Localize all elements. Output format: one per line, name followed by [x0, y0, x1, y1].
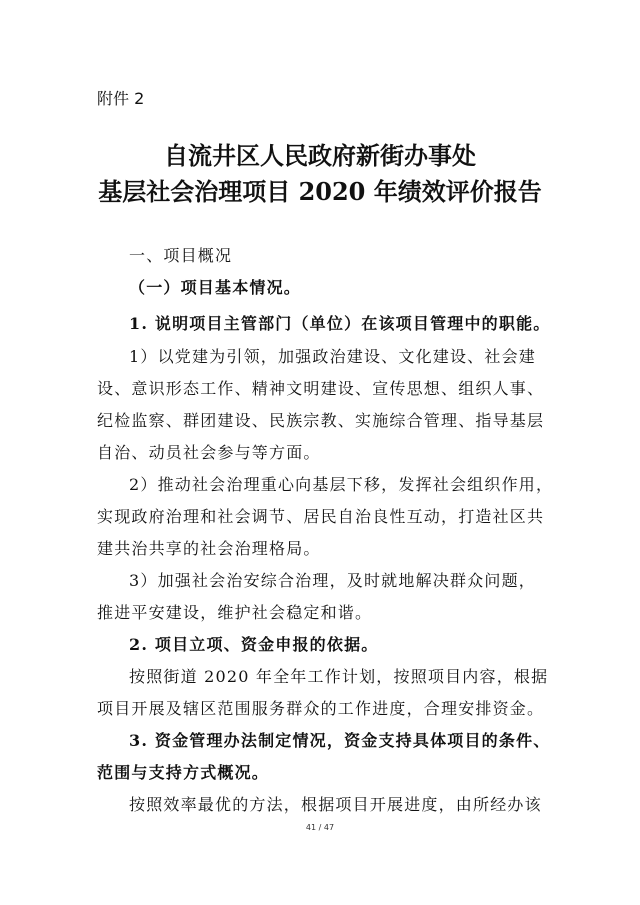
- paragraph-3-line: 3）加强社会治安综合治理，及时就地解决群众问题，: [129, 571, 536, 590]
- paragraph-1-line: 设、意识形态工作、精神文明建设、宣传思想、组织人事、: [97, 379, 545, 398]
- paragraph-1-line: 纪检监察、群团建设、民族宗教、实施综合管理、指导基层: [97, 411, 545, 430]
- paragraph-4-line: 项目开展及辖区范围服务群众的工作进度，合理安排资金。: [97, 699, 545, 718]
- paragraph-3-line: 推进平安建设，维护社会稳定和谐。: [97, 603, 373, 622]
- item-1-heading: 1. 说明项目主管部门（单位）在该项目管理中的职能。: [129, 314, 551, 333]
- attachment-label: 附件 2: [97, 89, 145, 108]
- section-heading: 一、项目概况: [129, 246, 233, 265]
- paragraph-2-line: 建共治共享的社会治理格局。: [97, 539, 321, 558]
- paragraph-2-line: 2）推动社会治理重心向基层下移，发挥社会组织作用，: [129, 475, 554, 494]
- item-2-heading: 2. 项目立项、资金申报的依据。: [129, 635, 379, 654]
- page-number: 41 / 47: [305, 823, 335, 832]
- paragraph-1-line: 1）以党建为引领，加强政治建设、文化建设、社会建: [129, 347, 536, 366]
- paragraph-5-line: 按照效率最优的方法，根据项目开展进度，由所经办该: [129, 795, 542, 814]
- paragraph-2-line: 实现政府治理和社会调节、居民自治良性互动，打造社区共: [97, 507, 545, 526]
- item-3-heading: 3. 资金管理办法制定情况，资金支持具体项目的条件、: [129, 731, 551, 750]
- report-title-line-1: 自流井区人民政府新街办事处: [164, 141, 476, 170]
- report-title-line-2: 基层社会治理项目 2020 年绩效评价报告: [98, 177, 542, 206]
- paragraph-1-line: 自治、动员社会参与等方面。: [97, 443, 321, 462]
- paragraph-4-line: 按照街道 2020 年全年工作计划，按照项目内容，根据: [129, 667, 549, 686]
- item-3-heading: 范围与支持方式概况。: [97, 763, 270, 782]
- subsection-heading: （一）项目基本情况。: [129, 278, 302, 297]
